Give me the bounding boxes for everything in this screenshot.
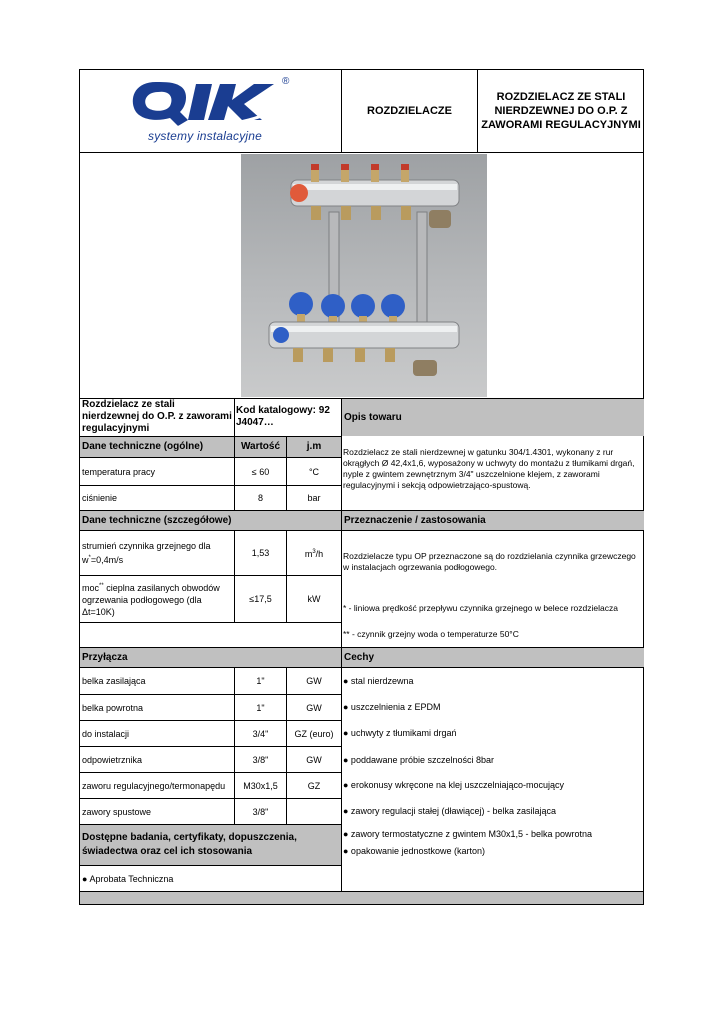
detailed-row-power-unit: kW	[307, 593, 321, 604]
connection-label: do instalacji	[82, 728, 130, 739]
connection-unit: GW	[306, 675, 322, 686]
connection-unit	[287, 799, 341, 824]
feature-item: ● zawory termostatyczne z gwintem M30x1,5 - belka powrotna	[343, 829, 593, 839]
detailed-row-flow-label: strumień czynnika grzejnego dla w*=0,4m/s	[82, 541, 211, 565]
feature-item: ● uszczelnienia z EPDM	[343, 702, 441, 712]
general-row-label: temperatura pracy	[82, 466, 156, 477]
product-name: Rozdzielacz ze stali nierdzewnej do O.P. z zaworami regulacyjnymi	[82, 399, 232, 434]
catalog-code: Kod katalogowy: 92 J4047…	[236, 405, 330, 428]
feature-item: ● zawory regulacji stałej (dławiącej) - belka zasilająca	[343, 806, 557, 816]
connection-label: odpowietrznika	[82, 754, 143, 765]
connection-value: 1"	[256, 675, 265, 686]
purpose-note-1: * - liniowa prędkość przepływu czynnika grzejnego w belece rozdzielacza	[343, 603, 618, 613]
purpose-note-2: ** - czynnik grzejny woda o temperaturze 50°C	[343, 629, 519, 639]
general-row-unit: °C	[308, 466, 320, 477]
col-unit-header: j.m	[306, 441, 322, 452]
feature-item: ● poddawane próbie szczelności 8bar	[343, 755, 495, 765]
detailed-row-flow-unit: $m^3/h$	[304, 549, 324, 559]
detailed-heading: Dane techniczne (szczegółowe)	[82, 514, 232, 526]
connection-value: 3/8"	[252, 754, 269, 765]
feature-item: ● stal nierdzewna	[343, 676, 414, 686]
qik-logo-mark	[126, 76, 296, 136]
detailed-row-power-label: moc** cieplna zasilanych obwodów ogrzewania podłogowego (dla Δt=10K)	[82, 582, 220, 617]
feature-item: ● erokonusy wkręcone na klej uszczelniająco-mocujący	[343, 780, 565, 790]
general-heading: Dane techniczne (ogólne)	[82, 441, 204, 452]
detailed-row-power-value: ≤17,5	[249, 593, 272, 604]
feature-item: ● uchwyty z tłumikami drgań	[343, 728, 457, 738]
connection-unit: GW	[306, 754, 322, 765]
datasheet	[79, 69, 644, 905]
product-photo	[241, 154, 487, 397]
connection-unit: GZ	[307, 780, 321, 791]
registered-mark: ®	[282, 76, 290, 87]
connection-label: zaworu regulacyjnego/termonapędu	[82, 780, 226, 791]
general-row-value: ≤ 60	[251, 466, 270, 477]
connection-label: belka zasilająca	[82, 675, 146, 686]
connection-value: M30x1,5	[243, 780, 278, 791]
purpose-heading: Przeznaczenie / zastosowania	[344, 514, 486, 526]
product-title: ROZDZIELACZ ZE STALI NIERDZEWNEJ DO O.P. Z ZAWORAMI REGULACYJNYMI	[481, 91, 641, 131]
description-text: Rozdzielacz ze stali nierdzewnej w gatunku 304/1.4301, wykonany z rur okrągłych Ø 42,4x1,6, wyposażony w uchwyty do montażu z tłumikami drgań, nyple z gwintem zewnętrznym 3/4" uszczelnione klejem, z zaworami regulacyjnymi i sekcją odpowietrzająco-spustową.	[343, 447, 635, 490]
certs-item: ● Aprobata Techniczna	[82, 873, 174, 884]
connection-value: 3/8"	[252, 806, 269, 817]
detailed-row-flow-value: 1,53	[251, 548, 270, 558]
general-row-value: 8	[257, 493, 263, 503]
connection-label: belka powrotna	[82, 702, 144, 713]
connections-heading: Przyłącza	[82, 651, 128, 663]
connection-unit: GW	[306, 702, 322, 713]
features-heading: Cechy	[344, 651, 375, 663]
logo	[80, 70, 341, 152]
connection-value: 1"	[256, 702, 265, 713]
general-row-label: ciśnienie	[82, 493, 118, 503]
connection-label: zawory spustowe	[82, 806, 152, 817]
col-value-header: Wartość	[240, 441, 281, 452]
purpose-text: Rozdzielacze typu OP przeznaczone są do rozdzielania czynnika grzewczego w instalacjach ogrzewania podłogowego.	[343, 551, 636, 572]
general-row-unit: bar	[307, 493, 321, 503]
certs-heading: Dostępne badania, certyfikaty, dopuszczenia, świadectwa oraz cel ich stosowania	[82, 832, 297, 857]
category-label: ROZDZIELACZE	[367, 105, 452, 117]
connection-value: 3/4"	[252, 728, 269, 739]
brand-tagline: systemy instalacyjne	[148, 129, 263, 143]
feature-item: ● opakowanie jednostkowe (karton)	[343, 846, 486, 856]
footer-strip	[80, 892, 643, 904]
description-heading: Opis towaru	[344, 411, 402, 423]
connection-unit: GZ (euro)	[294, 728, 334, 739]
